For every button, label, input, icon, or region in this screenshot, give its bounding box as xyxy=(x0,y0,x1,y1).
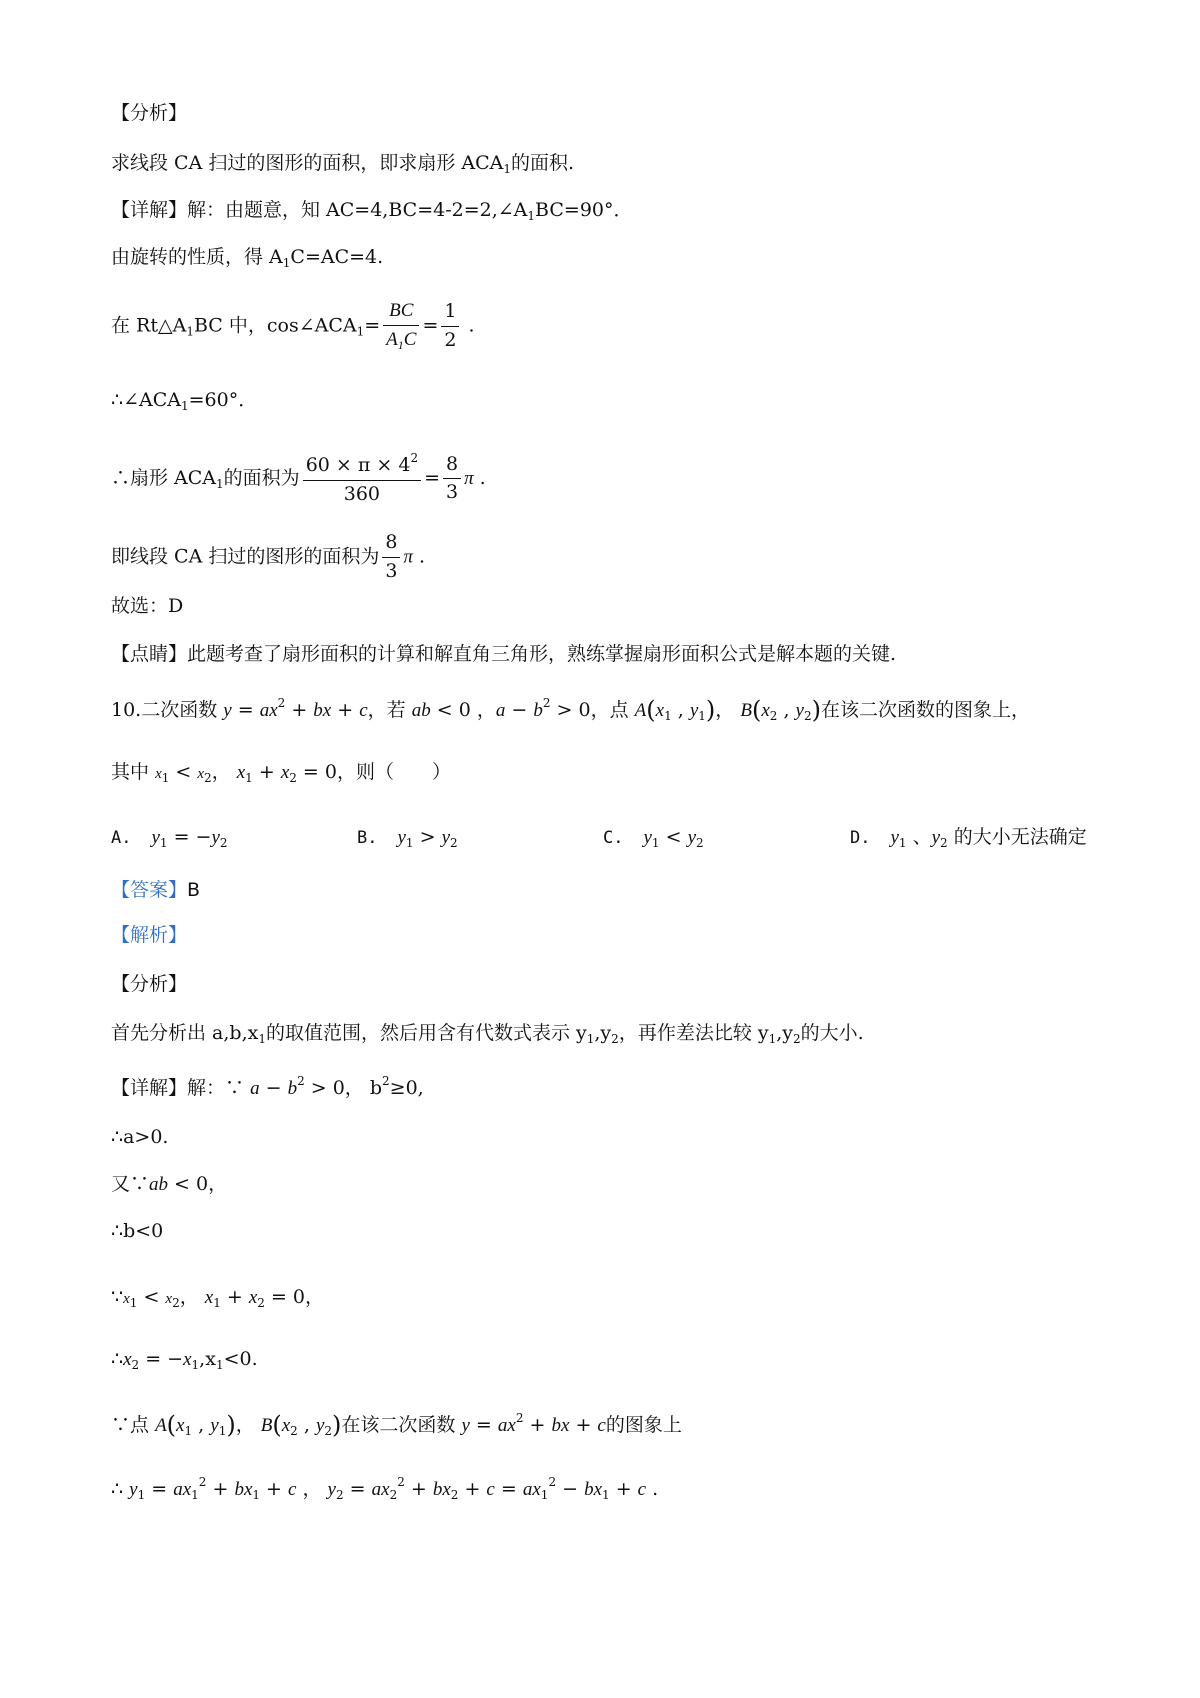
option-b: B. $y_1 > y_2$ xyxy=(357,826,458,850)
analysis-heading: 【分析】 xyxy=(111,102,188,124)
step-ab-negative: 又∵ab < 0， xyxy=(111,1173,228,1195)
angle-result: $\therefore\angle ACA_1=60^\circ$． xyxy=(111,389,258,413)
cos-fraction: $\frac{BC}{A_1C}$ xyxy=(383,300,419,353)
eight-thirds-fraction: $\frac{8}{3}$ xyxy=(443,454,461,505)
step-y-expressions: ∴ $y_1 = ax_1^2 + bx_1 + c$ ， $y_2 = ax_2^2 + bx_2 + c = ax_1^2 - bx_1 + c$ . xyxy=(111,1475,659,1502)
step-b-negative: ∴b<0 xyxy=(111,1220,164,1242)
step-x2: $\therefore x_2 = -x_1,x_1<0$. xyxy=(111,1348,258,1372)
sector-fraction: $\frac{60 \times \pi \times 4^2}{360}$ xyxy=(303,452,421,506)
question-10-line2: 其中 $x_1 < x_2$， $x_1 + x_2 = 0$，则（ ） xyxy=(111,761,451,785)
sector-area-line: ∴扇形 $ACA_1$的面积为 $\frac{60 \times \pi \times 4^2}{360}$ = $\frac{8}{3}$ π . xyxy=(111,451,486,505)
area-conclusion: 即线段 CA 扫过的图形的面积为 $\frac{8}{3}$ π . xyxy=(111,531,426,582)
rotation-text: 由旋转的性质，得 $A_1C=AC=4$. xyxy=(111,246,384,270)
explanation-heading: 【解析】 xyxy=(111,924,188,946)
option-d: D. $y_1$ 、$y_2$ 的大小无法确定 xyxy=(850,826,1087,850)
step-x-relation: $\because x_1 < x_2$， $x_1 + x_2 = 0$， xyxy=(111,1286,325,1310)
half-fraction: $\frac{1}{2}$ xyxy=(441,301,459,352)
solution-analysis-heading: 【分析】 xyxy=(111,973,188,995)
key-point: 【点睛】此题考查了扇形面积的计算和解直角三角形，熟练掌握扇形面积公式是解本题的关键. xyxy=(111,643,897,665)
solution-detail-line: 【详解】解：∵ $a - b^2 > 0$， $b^2\ge 0$, xyxy=(111,1074,424,1099)
option-c: C. $y_1 < y_2$ xyxy=(603,826,704,850)
answer-line: 【答案】B xyxy=(111,879,201,901)
detail-text: 【详解】解：由题意，知 $AC=4,BC=4-2=2,\angle A_1BC=90^\circ$． xyxy=(111,199,633,223)
analysis-text: 求线段 CA 扫过的图形的面积，即求扇形 $ACA_1$的面积. xyxy=(111,152,575,176)
step-points-on-graph: ∵点 $A(x_1$ , $y_1$)， $B(x_2$ , $y_2$)在该二次函数 $y = ax^2$ + bx + c的图象上 xyxy=(111,1411,682,1439)
solution-analysis-text: 首先分析出 $a,b,x_1$的取值范围，然后用含有代数式表示 $y_1,y_2$，再作差法比较 $y_1,y_2$的大小. xyxy=(111,1022,864,1046)
choice-line: 故选：D xyxy=(111,595,184,617)
option-a: A. $y_1 = -y_2$ xyxy=(111,826,228,850)
step-a-positive: ∴a>0. xyxy=(111,1126,169,1148)
cosine-line: 在 $Rt\triangle A_1BC$ 中，$\cos\angle ACA_1=$ $\frac{BC}{A_1C}$ = $\frac{1}{2}$ . xyxy=(111,299,475,352)
question-10-line1: 10.二次函数 $y = ax^2$ + bx + c，若 ab < 0 ，$a - b^2 > 0$，点 $A(x_1$ , $y_1$)， $B(x_2$ , $y_2$)在该二次函数的图象上， xyxy=(111,696,1030,724)
